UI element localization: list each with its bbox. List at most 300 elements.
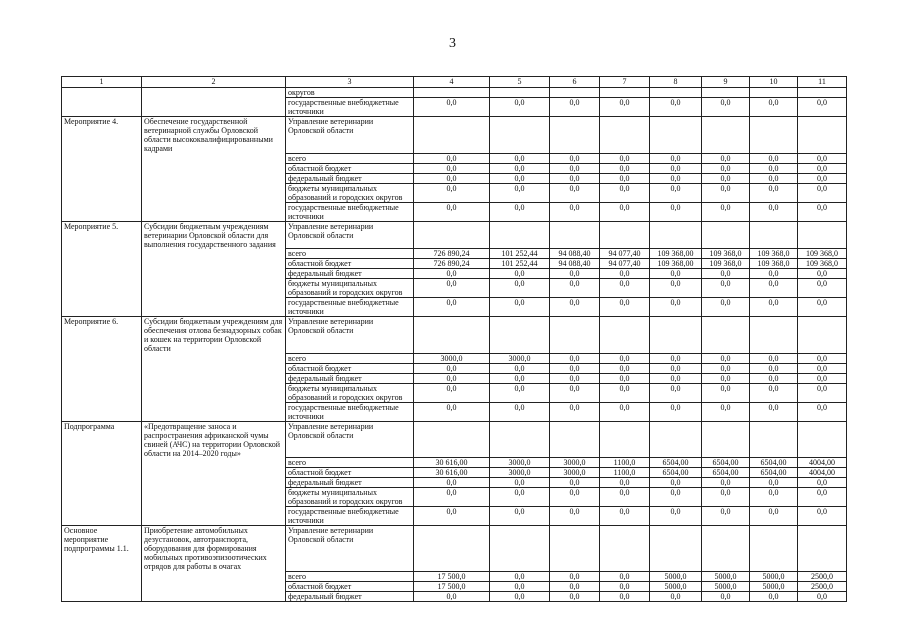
funding-source-cell: бюджеты муниципальных образований и городских округов bbox=[286, 183, 414, 202]
activity-cell: Мероприятие 6. bbox=[62, 317, 142, 354]
value-cell: 0,0 bbox=[798, 202, 847, 221]
activity-cell bbox=[62, 163, 142, 173]
value-cell: 109 368,0 bbox=[702, 249, 750, 259]
description-cell bbox=[142, 353, 286, 363]
value-cell: 0,0 bbox=[550, 163, 600, 173]
value-cell: 0,0 bbox=[490, 571, 550, 581]
value-cell bbox=[750, 317, 798, 354]
value-cell: 0,0 bbox=[702, 383, 750, 402]
value-cell: 0,0 bbox=[600, 383, 650, 402]
table-row bbox=[62, 88, 847, 98]
table-row bbox=[62, 249, 847, 259]
value-cell bbox=[490, 88, 550, 98]
table-row bbox=[62, 173, 847, 183]
value-cell: 0,0 bbox=[702, 163, 750, 173]
value-cell: 0,0 bbox=[550, 269, 600, 279]
description-cell bbox=[142, 163, 286, 173]
table-row bbox=[62, 458, 847, 468]
table-row bbox=[62, 269, 847, 279]
value-cell: 0,0 bbox=[798, 373, 847, 383]
value-cell: 0,0 bbox=[490, 478, 550, 488]
funding-source-cell: федеральный бюджет bbox=[286, 173, 414, 183]
value-cell: 0,0 bbox=[702, 591, 750, 601]
description-cell: Субсидии бюджетным учреждениям для обеспечения отлова безнадзорных собак и кошек на территории Орловской области bbox=[142, 317, 286, 354]
value-cell bbox=[550, 317, 600, 354]
value-cell: 0,0 bbox=[550, 571, 600, 581]
table-row bbox=[62, 373, 847, 383]
table-row bbox=[62, 317, 847, 354]
activity-cell bbox=[62, 458, 142, 468]
funding-source-cell: областной бюджет bbox=[286, 259, 414, 269]
value-cell: 0,0 bbox=[490, 269, 550, 279]
value-cell bbox=[414, 526, 490, 572]
value-cell: 0,0 bbox=[798, 478, 847, 488]
table-row bbox=[62, 202, 847, 221]
value-cell bbox=[750, 221, 798, 249]
value-cell: 0,0 bbox=[750, 402, 798, 421]
value-cell: 0,0 bbox=[650, 183, 702, 202]
funding-source-cell: государственные внебюджетные источники bbox=[286, 507, 414, 526]
value-cell bbox=[798, 526, 847, 572]
value-cell: 0,0 bbox=[550, 591, 600, 601]
column-header: 3 bbox=[286, 77, 414, 88]
funding-source-cell: всего bbox=[286, 249, 414, 259]
value-cell: 0,0 bbox=[750, 507, 798, 526]
table-body bbox=[62, 88, 847, 602]
value-cell bbox=[490, 317, 550, 354]
value-cell: 0,0 bbox=[490, 183, 550, 202]
value-cell: 0,0 bbox=[750, 269, 798, 279]
value-cell: 0,0 bbox=[750, 591, 798, 601]
description-cell bbox=[142, 153, 286, 163]
value-cell: 0,0 bbox=[650, 269, 702, 279]
funding-source-cell: областной бюджет bbox=[286, 468, 414, 478]
value-cell: 6504,00 bbox=[750, 458, 798, 468]
value-cell: 0,0 bbox=[750, 298, 798, 317]
value-cell: 0,0 bbox=[414, 163, 490, 173]
value-cell: 94 088,40 bbox=[550, 249, 600, 259]
value-cell bbox=[550, 421, 600, 458]
value-cell: 0,0 bbox=[550, 173, 600, 183]
activity-cell bbox=[62, 571, 142, 581]
value-cell: 0,0 bbox=[798, 173, 847, 183]
value-cell: 0,0 bbox=[750, 98, 798, 117]
value-cell: 0,0 bbox=[550, 478, 600, 488]
value-cell bbox=[750, 526, 798, 572]
value-cell: 0,0 bbox=[750, 163, 798, 173]
value-cell: 6504,00 bbox=[750, 468, 798, 478]
activity-cell: Мероприятие 5. bbox=[62, 221, 142, 249]
value-cell: 0,0 bbox=[750, 478, 798, 488]
value-cell: 0,0 bbox=[702, 507, 750, 526]
value-cell: 4004,00 bbox=[798, 468, 847, 478]
value-cell bbox=[414, 421, 490, 458]
value-cell: 5000,0 bbox=[650, 581, 702, 591]
value-cell: 0,0 bbox=[702, 173, 750, 183]
value-cell: 0,0 bbox=[550, 98, 600, 117]
column-header: 11 bbox=[798, 77, 847, 88]
value-cell: 0,0 bbox=[550, 402, 600, 421]
description-cell: Обеспечение государственной ветеринарной службы Орловской области высококвалифицированными кадрами bbox=[142, 117, 286, 154]
value-cell bbox=[414, 221, 490, 249]
column-header: 9 bbox=[702, 77, 750, 88]
value-cell bbox=[702, 117, 750, 154]
value-cell bbox=[550, 526, 600, 572]
value-cell: 0,0 bbox=[550, 373, 600, 383]
value-cell: 0,0 bbox=[650, 383, 702, 402]
column-header: 8 bbox=[650, 77, 702, 88]
table-row bbox=[62, 468, 847, 478]
value-cell: 0,0 bbox=[650, 298, 702, 317]
table-row bbox=[62, 526, 847, 572]
value-cell bbox=[414, 317, 490, 354]
value-cell bbox=[490, 526, 550, 572]
value-cell: 0,0 bbox=[650, 363, 702, 373]
value-cell bbox=[798, 88, 847, 98]
value-cell: 0,0 bbox=[798, 402, 847, 421]
description-cell bbox=[142, 363, 286, 373]
value-cell bbox=[600, 421, 650, 458]
table-row bbox=[62, 363, 847, 373]
value-cell: 5000,0 bbox=[650, 571, 702, 581]
value-cell: 0,0 bbox=[798, 279, 847, 298]
activity-cell bbox=[62, 173, 142, 183]
description-cell bbox=[142, 591, 286, 601]
value-cell: 0,0 bbox=[650, 507, 702, 526]
activity-cell bbox=[62, 402, 142, 421]
value-cell bbox=[600, 526, 650, 572]
value-cell bbox=[702, 221, 750, 249]
value-cell: 109 368,0 bbox=[702, 259, 750, 269]
table-row bbox=[62, 402, 847, 421]
table-row bbox=[62, 117, 847, 154]
column-header: 5 bbox=[490, 77, 550, 88]
table-row bbox=[62, 478, 847, 488]
value-cell bbox=[702, 526, 750, 572]
description-cell bbox=[142, 507, 286, 526]
value-cell: 109 368,00 bbox=[650, 249, 702, 259]
value-cell: 109 368,0 bbox=[750, 249, 798, 259]
value-cell: 0,0 bbox=[798, 383, 847, 402]
funding-source-cell: Управление ветеринарии Орловской области bbox=[286, 117, 414, 154]
description-cell bbox=[142, 173, 286, 183]
value-cell bbox=[798, 117, 847, 154]
value-cell: 0,0 bbox=[490, 383, 550, 402]
value-cell: 0,0 bbox=[750, 279, 798, 298]
activity-cell bbox=[62, 183, 142, 202]
funding-source-cell: федеральный бюджет bbox=[286, 591, 414, 601]
value-cell bbox=[650, 221, 702, 249]
activity-cell bbox=[62, 507, 142, 526]
value-cell: 3000,0 bbox=[550, 468, 600, 478]
value-cell: 0,0 bbox=[798, 183, 847, 202]
value-cell: 0,0 bbox=[550, 507, 600, 526]
value-cell: 726 890,24 bbox=[414, 259, 490, 269]
value-cell: 0,0 bbox=[490, 363, 550, 373]
value-cell: 0,0 bbox=[702, 98, 750, 117]
table-row bbox=[62, 571, 847, 581]
activity-cell bbox=[62, 202, 142, 221]
value-cell: 0,0 bbox=[490, 507, 550, 526]
value-cell: 0,0 bbox=[490, 202, 550, 221]
activity-cell bbox=[62, 98, 142, 117]
value-cell: 0,0 bbox=[798, 591, 847, 601]
value-cell: 101 252,44 bbox=[490, 259, 550, 269]
value-cell: 0,0 bbox=[798, 163, 847, 173]
value-cell: 0,0 bbox=[600, 591, 650, 601]
value-cell: 0,0 bbox=[702, 353, 750, 363]
description-cell bbox=[142, 269, 286, 279]
value-cell: 17 500,0 bbox=[414, 571, 490, 581]
value-cell: 0,0 bbox=[414, 402, 490, 421]
description-cell bbox=[142, 571, 286, 581]
value-cell bbox=[750, 88, 798, 98]
value-cell: 0,0 bbox=[550, 363, 600, 373]
activity-cell bbox=[62, 259, 142, 269]
activity-cell bbox=[62, 353, 142, 363]
value-cell: 0,0 bbox=[702, 363, 750, 373]
value-cell: 0,0 bbox=[490, 98, 550, 117]
description-cell bbox=[142, 279, 286, 298]
value-cell: 0,0 bbox=[650, 153, 702, 163]
value-cell: 0,0 bbox=[702, 202, 750, 221]
value-cell: 0,0 bbox=[702, 402, 750, 421]
value-cell: 0,0 bbox=[550, 353, 600, 363]
value-cell bbox=[600, 221, 650, 249]
activity-cell bbox=[62, 591, 142, 601]
activity-cell bbox=[62, 373, 142, 383]
table-row bbox=[62, 279, 847, 298]
value-cell: 0,0 bbox=[650, 279, 702, 298]
column-header: 7 bbox=[600, 77, 650, 88]
funding-source-cell: Управление ветеринарии Орловской области bbox=[286, 317, 414, 354]
description-cell bbox=[142, 581, 286, 591]
value-cell: 0,0 bbox=[550, 279, 600, 298]
value-cell: 3000,0 bbox=[550, 458, 600, 468]
value-cell: 0,0 bbox=[750, 373, 798, 383]
table-row bbox=[62, 221, 847, 249]
table-row bbox=[62, 183, 847, 202]
value-cell: 5000,0 bbox=[750, 571, 798, 581]
value-cell: 0,0 bbox=[750, 153, 798, 163]
value-cell: 0,0 bbox=[600, 488, 650, 507]
funding-source-cell: областной бюджет bbox=[286, 163, 414, 173]
activity-cell bbox=[62, 478, 142, 488]
funding-source-cell: бюджеты муниципальных образований и городских округов bbox=[286, 279, 414, 298]
value-cell: 2500,0 bbox=[798, 571, 847, 581]
value-cell: 0,0 bbox=[650, 373, 702, 383]
value-cell: 0,0 bbox=[600, 202, 650, 221]
value-cell: 1100,0 bbox=[600, 468, 650, 478]
value-cell: 2500,0 bbox=[798, 581, 847, 591]
funding-source-cell: всего bbox=[286, 571, 414, 581]
column-header: 6 bbox=[550, 77, 600, 88]
value-cell: 0,0 bbox=[490, 163, 550, 173]
activity-cell bbox=[62, 88, 142, 98]
value-cell: 0,0 bbox=[600, 363, 650, 373]
value-cell: 0,0 bbox=[414, 507, 490, 526]
value-cell bbox=[750, 421, 798, 458]
description-cell bbox=[142, 373, 286, 383]
value-cell: 0,0 bbox=[600, 581, 650, 591]
value-cell: 0,0 bbox=[600, 298, 650, 317]
table-row bbox=[62, 259, 847, 269]
funding-source-cell: государственные внебюджетные источники bbox=[286, 98, 414, 117]
description-cell bbox=[142, 259, 286, 269]
value-cell bbox=[490, 421, 550, 458]
value-cell: 0,0 bbox=[550, 383, 600, 402]
value-cell: 0,0 bbox=[414, 478, 490, 488]
value-cell: 0,0 bbox=[798, 363, 847, 373]
funding-source-cell: округов bbox=[286, 88, 414, 98]
value-cell: 109 368,0 bbox=[798, 259, 847, 269]
value-cell: 0,0 bbox=[414, 488, 490, 507]
value-cell: 0,0 bbox=[650, 173, 702, 183]
activity-cell: Мероприятие 4. bbox=[62, 117, 142, 154]
value-cell: 0,0 bbox=[798, 98, 847, 117]
value-cell: 109 368,0 bbox=[798, 249, 847, 259]
activity-cell bbox=[62, 488, 142, 507]
value-cell bbox=[550, 117, 600, 154]
activity-cell bbox=[62, 383, 142, 402]
value-cell: 17 500,0 bbox=[414, 581, 490, 591]
value-cell: 94 077,40 bbox=[600, 259, 650, 269]
value-cell: 0,0 bbox=[750, 183, 798, 202]
activity-cell bbox=[62, 269, 142, 279]
value-cell: 0,0 bbox=[550, 183, 600, 202]
value-cell: 3000,0 bbox=[490, 458, 550, 468]
value-cell: 0,0 bbox=[650, 163, 702, 173]
activity-cell bbox=[62, 279, 142, 298]
value-cell bbox=[798, 421, 847, 458]
value-cell: 0,0 bbox=[490, 153, 550, 163]
table-row bbox=[62, 298, 847, 317]
funding-source-cell: федеральный бюджет bbox=[286, 373, 414, 383]
description-cell: Приобретение автомобильных дезустановок, автотранспорта, оборудования для формирования мобильных противоэпизоотических отрядов для работы в очагах bbox=[142, 526, 286, 572]
table-row bbox=[62, 353, 847, 363]
value-cell: 0,0 bbox=[490, 581, 550, 591]
activity-cell bbox=[62, 363, 142, 373]
value-cell: 109 368,0 bbox=[750, 259, 798, 269]
value-cell bbox=[600, 117, 650, 154]
column-header: 4 bbox=[414, 77, 490, 88]
value-cell: 0,0 bbox=[550, 488, 600, 507]
value-cell: 0,0 bbox=[750, 173, 798, 183]
value-cell bbox=[702, 317, 750, 354]
value-cell: 0,0 bbox=[798, 153, 847, 163]
description-cell bbox=[142, 202, 286, 221]
description-cell bbox=[142, 458, 286, 468]
value-cell: 94 077,40 bbox=[600, 249, 650, 259]
value-cell: 0,0 bbox=[702, 478, 750, 488]
value-cell: 0,0 bbox=[490, 591, 550, 601]
value-cell: 0,0 bbox=[600, 173, 650, 183]
description-cell bbox=[142, 478, 286, 488]
value-cell: 0,0 bbox=[702, 373, 750, 383]
value-cell: 0,0 bbox=[750, 383, 798, 402]
value-cell: 30 616,00 bbox=[414, 458, 490, 468]
value-cell bbox=[650, 421, 702, 458]
value-cell: 0,0 bbox=[490, 373, 550, 383]
value-cell: 0,0 bbox=[414, 279, 490, 298]
value-cell: 0,0 bbox=[600, 153, 650, 163]
funding-source-cell: областной бюджет bbox=[286, 363, 414, 373]
value-cell: 0,0 bbox=[750, 363, 798, 373]
value-cell: 0,0 bbox=[600, 353, 650, 363]
value-cell: 0,0 bbox=[414, 269, 490, 279]
value-cell bbox=[650, 526, 702, 572]
value-cell: 109 368,00 bbox=[650, 259, 702, 269]
funding-source-cell: государственные внебюджетные источники bbox=[286, 298, 414, 317]
value-cell: 0,0 bbox=[490, 488, 550, 507]
value-cell: 0,0 bbox=[600, 269, 650, 279]
budget-table bbox=[61, 76, 847, 602]
table-row bbox=[62, 581, 847, 591]
activity-cell bbox=[62, 298, 142, 317]
value-cell bbox=[550, 88, 600, 98]
description-cell bbox=[142, 98, 286, 117]
value-cell: 0,0 bbox=[600, 373, 650, 383]
value-cell: 0,0 bbox=[600, 98, 650, 117]
value-cell: 0,0 bbox=[702, 488, 750, 507]
value-cell: 1100,0 bbox=[600, 458, 650, 468]
value-cell: 0,0 bbox=[600, 507, 650, 526]
description-cell bbox=[142, 88, 286, 98]
value-cell: 0,0 bbox=[414, 373, 490, 383]
value-cell: 5000,0 bbox=[702, 581, 750, 591]
funding-source-cell: Управление ветеринарии Орловской области bbox=[286, 221, 414, 249]
value-cell: 0,0 bbox=[550, 298, 600, 317]
value-cell: 0,0 bbox=[650, 98, 702, 117]
value-cell bbox=[650, 88, 702, 98]
description-cell: «Предотвращение заноса и распространения африканской чумы свиней (АЧС) на территории Орловской области на 2014–2020 годы» bbox=[142, 421, 286, 458]
value-cell bbox=[702, 421, 750, 458]
value-cell: 0,0 bbox=[750, 488, 798, 507]
table-row bbox=[62, 383, 847, 402]
value-cell: 0,0 bbox=[414, 383, 490, 402]
value-cell: 0,0 bbox=[702, 298, 750, 317]
value-cell: 0,0 bbox=[750, 353, 798, 363]
column-header: 1 bbox=[62, 77, 142, 88]
value-cell bbox=[798, 221, 847, 249]
value-cell bbox=[490, 221, 550, 249]
value-cell: 0,0 bbox=[650, 353, 702, 363]
value-cell: 0,0 bbox=[600, 163, 650, 173]
value-cell bbox=[550, 221, 600, 249]
value-cell: 0,0 bbox=[750, 202, 798, 221]
funding-source-cell: бюджеты муниципальных образований и городских округов bbox=[286, 383, 414, 402]
value-cell: 101 252,44 bbox=[490, 249, 550, 259]
value-cell: 0,0 bbox=[550, 202, 600, 221]
value-cell: 5000,0 bbox=[750, 581, 798, 591]
value-cell: 6504,00 bbox=[650, 468, 702, 478]
table-row bbox=[62, 163, 847, 173]
value-cell: 0,0 bbox=[550, 581, 600, 591]
description-cell: Субсидии бюджетным учреждениям ветеринарии Орловской области для выполнения государственного задания bbox=[142, 221, 286, 249]
value-cell bbox=[490, 117, 550, 154]
value-cell: 0,0 bbox=[798, 507, 847, 526]
value-cell: 0,0 bbox=[650, 591, 702, 601]
value-cell: 0,0 bbox=[414, 173, 490, 183]
value-cell: 94 088,40 bbox=[550, 259, 600, 269]
value-cell: 726 890,24 bbox=[414, 249, 490, 259]
value-cell: 0,0 bbox=[490, 279, 550, 298]
funding-source-cell: федеральный бюджет bbox=[286, 269, 414, 279]
funding-source-cell: всего bbox=[286, 353, 414, 363]
value-cell: 0,0 bbox=[414, 153, 490, 163]
value-cell bbox=[650, 117, 702, 154]
table-row bbox=[62, 98, 847, 117]
